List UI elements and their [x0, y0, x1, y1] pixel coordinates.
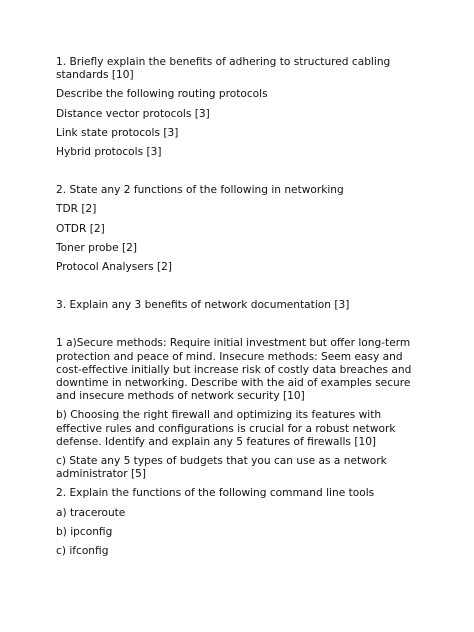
question-2-heading: 2. State any 2 functions of the following in networking [56, 184, 344, 197]
question-1-heading: 1. Briefly explain the benefits of adhering to structured cabling standards [10] [56, 56, 391, 82]
toner-probe-item: Toner probe [2] [56, 241, 138, 254]
section-spacer [56, 318, 426, 337]
link-state-item: Link state protocols [3] [56, 126, 179, 139]
section-spacer [56, 165, 426, 184]
protocol-analysers-item: Protocol Analysers [2] [56, 261, 173, 274]
distance-vector-item: Distance vector protocols [3] [56, 107, 210, 120]
tdr-item: TDR [2] [56, 203, 97, 216]
document-page [56, 56, 426, 564]
ifconfig-item: c) ifconfig [56, 545, 109, 558]
section-spacer [56, 280, 426, 299]
question-1a-paragraph: 1 a)Secure methods: Require initial investment but offer long-term protection and peace of mind. Insecure methods: Seem easy and cost-effective initially but increase risk of costly data breaches and downtime in networking. Describe with the aid of examples secure and insecure methods of network security [10] [56, 337, 412, 403]
question-3-heading: 3. Explain any 3 benefits of network documentation [3] [56, 299, 350, 312]
question-1b-paragraph: b) Choosing the right firewall and optimizing its features with effective rules and configurations is crucial for a robust network defense. Identify and explain any 5 features of firewalls [10] [56, 409, 396, 448]
hybrid-item: Hybrid protocols [3] [56, 146, 162, 159]
otdr-item: OTDR [2] [56, 222, 105, 235]
question-1c-paragraph: c) State any 5 types of budgets that you can use as a network administrator [5] [56, 455, 387, 481]
traceroute-item: a) traceroute [56, 506, 126, 519]
ipconfig-item: b) ipconfig [56, 525, 113, 538]
command-tools-heading: 2. Explain the functions of the following command line tools [56, 487, 375, 500]
routing-protocols-prompt: Describe the following routing protocols [56, 88, 268, 101]
